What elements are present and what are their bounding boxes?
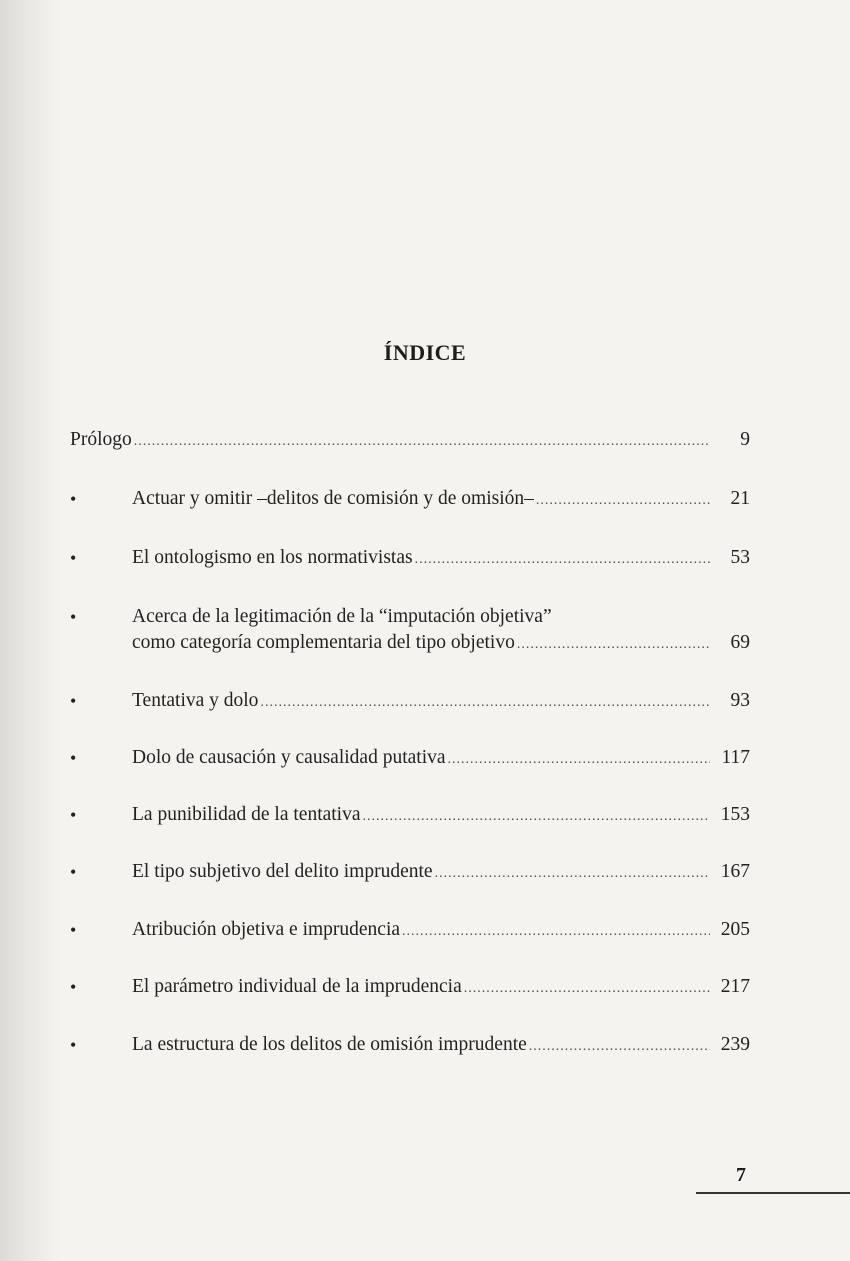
bullet-icon: • — [70, 805, 77, 825]
bullet-icon: • — [70, 977, 77, 997]
toc-entry-text — [132, 545, 750, 573]
page-number: 7 — [736, 1164, 746, 1186]
toc-entry-page: 205 — [720, 919, 750, 940]
toc-entry-title: Atribución objetiva e imprudencia — [132, 919, 401, 940]
toc-entry-page: 21 — [730, 488, 750, 509]
toc-entry-title-line-2: como categoría complementaria del tipo objetivo — [132, 632, 515, 653]
toc-entry-text — [132, 604, 750, 658]
leader-dots — [464, 976, 710, 1002]
toc-entry-text — [132, 802, 750, 830]
page-gutter-shadow — [0, 0, 60, 1261]
index-title: ÍNDICE — [383, 340, 467, 365]
bullet-icon: • — [70, 607, 77, 627]
leader-dots — [363, 804, 710, 830]
leader-dots — [529, 1034, 710, 1060]
toc-entry-page: 93 — [730, 690, 750, 711]
toc-entry-title-line-1: Acerca de la legitimación de la “imputación objetiva” — [132, 606, 552, 627]
bullet-icon: • — [70, 920, 77, 940]
toc-entry-text — [132, 1032, 750, 1060]
toc-entry-page: 9 — [740, 429, 750, 450]
toc-entry-page: 239 — [720, 1034, 750, 1055]
bullet-icon: • — [70, 748, 77, 768]
toc-entry-page: 167 — [720, 861, 750, 882]
toc-entry-title: Dolo de causación y causalidad putativa — [132, 747, 446, 768]
toc-entry-text — [70, 427, 750, 455]
toc-entry-title: La punibilidad de la tentativa — [132, 804, 361, 825]
bullet-icon: • — [70, 548, 77, 568]
toc-entry-title: El parámetro individual de la imprudencia — [132, 976, 462, 997]
toc-entry-title: Actuar y omitir –delitos de comisión y de omisión– — [132, 488, 534, 509]
leader-dots — [517, 632, 710, 658]
toc-entry-title: El tipo subjetivo del delito imprudente — [132, 861, 433, 882]
leader-dots — [260, 690, 710, 716]
leader-dots — [134, 429, 710, 455]
footer-rule — [696, 1192, 850, 1194]
leader-dots — [415, 547, 710, 573]
toc-entry-title: El ontologismo en los normativistas — [132, 547, 413, 568]
bullet-icon: • — [70, 862, 77, 882]
toc-entry-text — [132, 745, 750, 773]
toc-entry-page: 117 — [721, 747, 750, 768]
toc-entry-text — [132, 859, 750, 887]
toc-entry-page: 153 — [720, 804, 750, 825]
toc-entry-title: La estructura de los delitos de omisión imprudente — [132, 1034, 527, 1055]
leader-dots — [536, 488, 710, 514]
bullet-icon: • — [70, 1035, 77, 1055]
toc-entry-text — [132, 688, 750, 716]
toc-entry-page: 69 — [730, 632, 750, 653]
toc-entry-page: 217 — [720, 976, 750, 997]
toc-entry-title: Prólogo — [70, 429, 132, 450]
leader-dots — [402, 919, 710, 945]
toc-entry-page: 53 — [730, 547, 750, 568]
bullet-icon: • — [70, 691, 77, 711]
leader-dots — [435, 861, 710, 887]
bullet-icon: • — [70, 489, 77, 509]
toc-entry-text — [132, 486, 750, 514]
leader-dots — [448, 747, 710, 773]
toc-entry-text — [132, 917, 750, 945]
toc-entry-text — [132, 974, 750, 1002]
toc-entry-title: Tentativa y dolo — [132, 690, 259, 711]
